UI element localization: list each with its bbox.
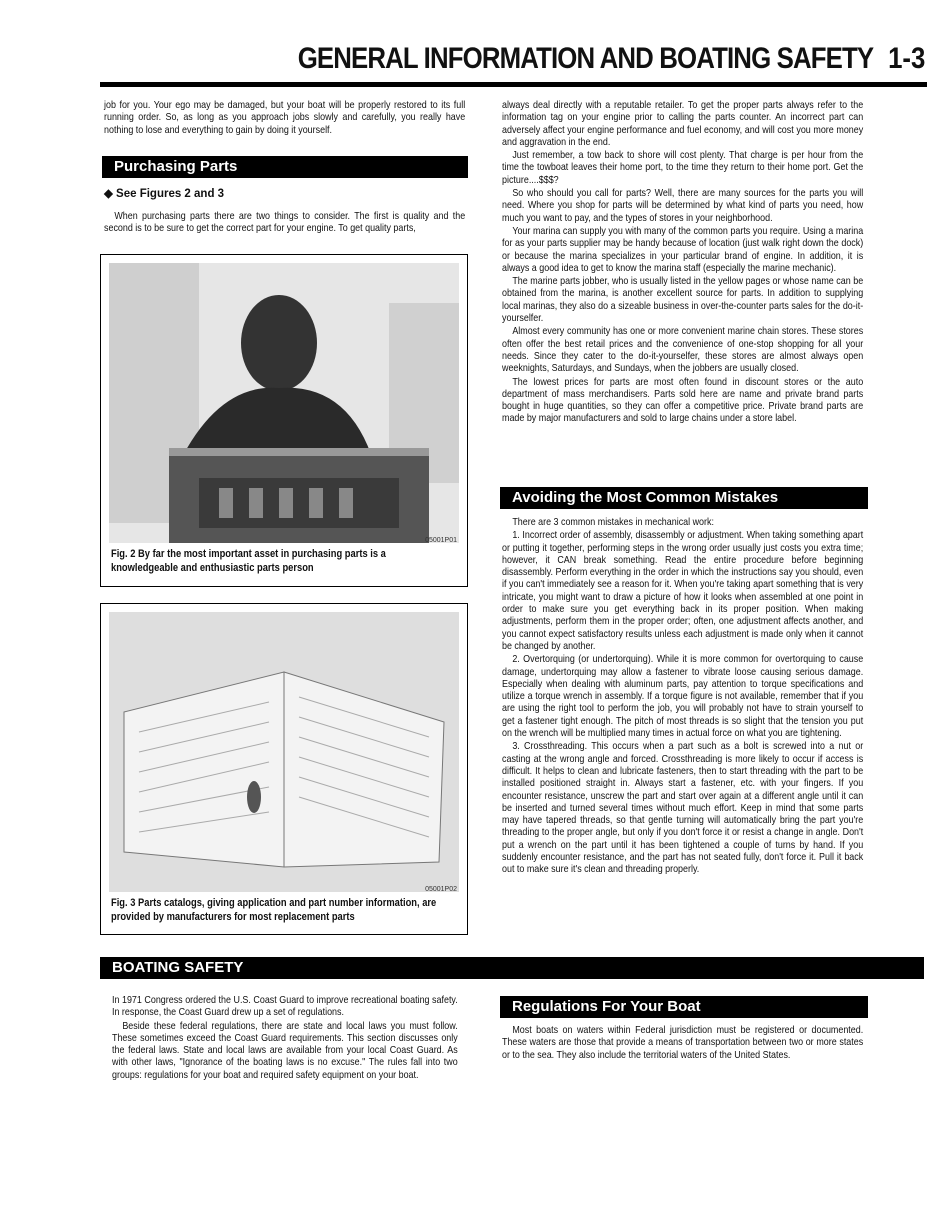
purchasing-text [104,211,465,237]
boating-safety-heading: BOATING SAFETY [100,957,924,979]
header-rule [100,82,927,87]
mistake-2: 2. Overtorquing (or undertorquing). While it is more common for overtorquing to cause damage, undertorquing may allow a fastener to vibrate loose causing serious damage. Especially when dealing with aluminum parts, pay attention to torque specifications and utilize a torque wrench in assembly. If a torque figure is not available, remember that if you are using the right tool to perform the job, you will probably not have to strain yourself to get a fastener tight enough. The pitch of most threads is so slight that the tension you put on the wrench will be multiplied many times in actual force on what you are tightening. [502,654,864,740]
page-header-title: GENERAL INFORMATION AND BOATING SAFETY [297,42,873,75]
right-paragraph-4: Your marina can supply you with many of the common parts you require. Using a marina for as your parts supplier may be handy because of location (just walk right down the dock) or because the marina specializes in your particular brand of engine. In addition, it is always a good idea to get to know the marina staff (especially the marine mechanic). [502,225,864,274]
right-paragraph-5: The marine parts jobber, who is usually listed in the yellow pages or whose name can be obtained from the marina, is another excellent source for parts. In addition to supplying local marinas, they also do a sizeable business in over-the-counter parts sales for the do-it-yourselfer. [502,276,864,325]
right-paragraph-6: Almost every community has one or more convenient marine chain stores. These stores often offer the best retail prices and the convenience of one-stop shopping for all your needs. Since they cater to the do-it-yourselfer, these stores are almost always open weeknights, Saturdays, and Sundays, when the jobbers are usually closed. [502,326,864,375]
mistakes-text [502,517,863,878]
intro-paragraph: job for you. Your ego may be damaged, but your boat will be properly restored to its full running order. So, as long as you approach jobs slowly and carefully, you really have nothing to lose and everything to gain by doing it yourself. [104,100,466,136]
right-column-text [502,100,863,427]
right-paragraph-3: So who should you call for parts? Well, there are many sources for the parts you will need. Where you shop for parts will be determined by what kind of parts you need, how much you want to pay, and the types of stores in your neighborhood. [502,188,864,224]
parts-catalog-illustration [109,612,459,892]
figure-2 [100,254,468,587]
mistake-1: 1. Incorrect order of assembly, disassembly or adjustment. When taking something apart or putting it together, performing steps in the wrong order usually just costs you extra time; however, it CAN break something. Read the entire procedure before beginning disassembly. Perform everything in the order in which the instructions say you should, even if you can't immediately see a reason for it. When you're taking apart something that is very intricate, you might want to draw a picture of how it looks when assembled at one point in order to make sure you get everything back in its proper position. When making adjustments, perform them in the proper order; often, one adjustment affects another, and you cannot expect satisfactory results unless each adjustment is made only when it cannot be changed by another. [502,530,864,652]
figure-2-code: 05001P01 [425,537,457,544]
boating-safety-paragraph-2: Beside these federal regulations, there are state and local laws you must follow. These sometimes exceed the Coast Guard requirements. This section discusses only the federal laws. State and local laws are available from your local Coast Guard. As with other laws, "Ignorance of the boating laws is no excuse." The rules fall into two groups: regulations for your boat and required safety equipment on your boat. [112,1020,458,1081]
common-mistakes-heading: Avoiding the Most Common Mistakes [500,487,868,509]
parts-counter-photo [109,263,459,543]
see-figures-label: See Figures 2 and 3 [116,188,225,200]
left-intro-text [104,100,465,138]
figure-3 [100,603,468,935]
boating-safety-text [112,995,458,1083]
bullet-icon: ◆ [104,188,117,200]
right-paragraph-1: always deal directly with a reputable retailer. To get the proper parts always refer to the information tag on your engine prior to calling the parts counter. An incorrect part can adversely affect your engine performance and fuel economy, and will cost you more money and aggravation in the end. [502,100,864,148]
purchasing-parts-heading: Purchasing Parts [102,156,468,178]
figure-3-caption: Fig. 3 Parts catalogs, giving application and part number information, are provided by manufacturers for most replacement parts [111,897,437,923]
right-paragraph-2: Just remember, a tow back to shore will cost plenty. That charge is per hour from the time the towboat leaves their home port, to the time they return to their home port. Get the picture....$$$? [502,150,864,186]
right-paragraph-7: The lowest prices for parts are most often found in discount stores or the auto department of mass merchandisers. Parts sold here are name and private brand parts bought in huge quantities, so they can offer a competitive price. Private brand parts are made by major manufacturers and sold to large chains under a store label. [502,376,864,425]
parts-counter-illustration [109,263,459,543]
regulations-heading: Regulations For Your Boat [500,996,868,1018]
mistake-3: 3. Crossthreading. This occurs when a part such as a bolt is screwed into a nut or casting at the wrong angle and forced. Crossthreading is more likely to occur if access is difficult. It helps to clean and lubricate fasteners, then to start threading with the part to be installed positioned straight in. Always start a fastener, etc. with your fingers. If you encounter resistance, unscrew the part and start over again at a different angle until it can be inserted and turned several times without much effort. Keep in mind that some parts may have tapered threads, so that gentle turning will automatically bring the part you're threading to the proper angle, but only if you don't force it or resist a change in angle. Don't put a wrench on the part until it has been tightened a couple of turns by hand. If you suddenly encounter resistance, and the part has not seated fully, don't force it. Pull it back out to make sure it's clean and threading properly. [502,741,864,876]
boating-safety-paragraph-1: In 1971 Congress ordered the U.S. Coast Guard to improve recreational boating safety. In response, the Coast Guard drew up a set of regulations. [112,995,458,1019]
figure-3-code: 05001P02 [425,886,457,893]
see-figures-note [104,186,224,200]
regulations-text [502,1025,863,1063]
regulations-paragraph: Most boats on waters within Federal jurisdiction must be registered or documented. These waters are those that provide a means of transportation between two or more states or to the sea. They also include the territorial waters of the United States. [502,1025,864,1061]
parts-catalog-photo [109,612,459,892]
figure-2-caption: Fig. 2 By far the most important asset in purchasing parts is a knowledgeable and enthusiastic parts person [111,548,386,574]
mistakes-intro: There are 3 common mistakes in mechanical work: [512,517,714,528]
page-number: 1-3 [887,42,925,75]
purchasing-paragraph: When purchasing parts there are two things to consider. The first is quality and the second is to be sure to get the correct part for your engine. To get quality parts, [104,211,466,235]
